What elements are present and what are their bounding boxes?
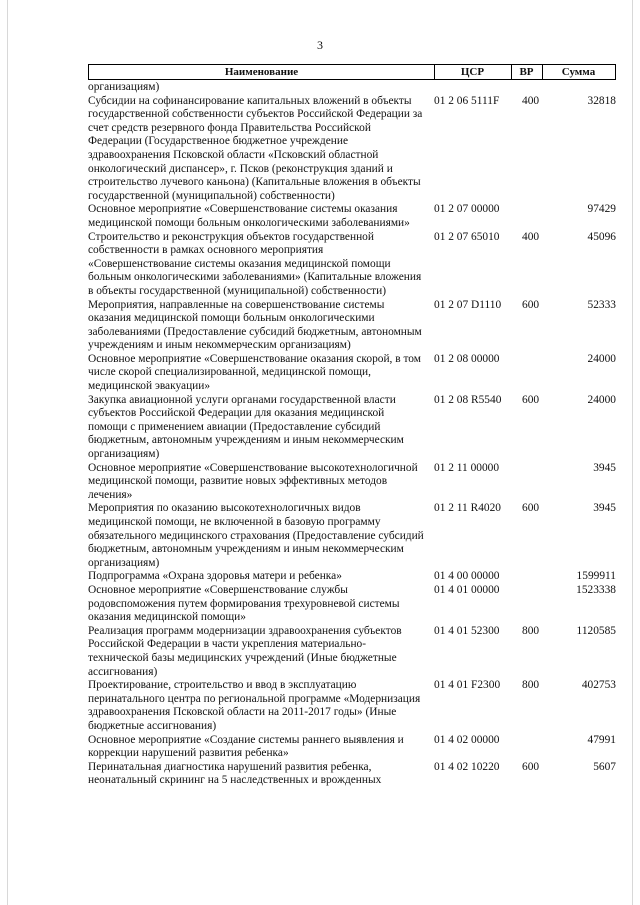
row-sum	[556, 81, 616, 95]
row-csr: 01 4 01 52300	[434, 624, 500, 637]
row-csr: 01 2 11 R4020	[434, 502, 501, 515]
row-name: Подпрограмма «Охрана здоровья матери и ребенка»	[88, 570, 342, 583]
row-vr	[522, 584, 556, 625]
row-sum: 1523338	[576, 583, 616, 596]
page-edge-right	[632, 0, 633, 905]
header-name: Наименование	[89, 65, 435, 79]
row-vr	[522, 353, 556, 394]
table-row	[88, 625, 616, 679]
table-row	[88, 679, 616, 733]
table-row	[88, 95, 616, 204]
row-vr: 600	[522, 298, 540, 311]
row-name: Мероприятия по оказанию высокотехнологичных видов медицинской помощи, не включенной в базовую программу обязательного медицинского страхования (Предоставление субсидий бюджетным, автономным учреждениям и иным некоммерческим организациям)	[88, 502, 424, 569]
row-vr: 400	[522, 230, 540, 243]
table-row	[88, 734, 616, 761]
row-vr	[522, 81, 556, 95]
row-csr: 01 4 01 F2300	[434, 679, 501, 692]
row-vr: 800	[522, 624, 540, 637]
table-row	[88, 462, 616, 503]
row-csr: 01 4 02 00000	[434, 733, 500, 746]
row-sum: 45096	[587, 230, 616, 243]
row-csr	[428, 81, 522, 95]
row-csr: 01 2 07 65010	[434, 230, 500, 243]
row-sum: 3945	[593, 461, 616, 474]
row-csr: 01 2 06 5111F	[434, 94, 500, 107]
header-sum: Сумма	[561, 66, 596, 78]
row-name: Основное мероприятие «Совершенствование службы родовспоможения путем формирования трехуровневой системы оказания медицинской помощи»	[88, 583, 400, 624]
row-sum: 32818	[587, 94, 616, 107]
row-vr: 600	[522, 760, 540, 773]
row-sum: 24000	[587, 393, 616, 406]
table-row	[88, 570, 616, 584]
table-row	[88, 81, 616, 95]
row-vr	[522, 203, 556, 230]
table-row	[88, 231, 616, 299]
row-sum: 52333	[587, 298, 616, 311]
table-row	[88, 353, 616, 394]
row-vr: 400	[522, 94, 540, 107]
table-row	[88, 761, 616, 788]
row-sum: 47991	[587, 733, 616, 746]
page-number: 3	[317, 38, 323, 52]
row-name: Реализация программ модернизации здравоохранения субъектов Российской Федерации в части укрепления материально-технической базы медицинских учреждений (Иные бюджетные ассигнования)	[88, 624, 402, 678]
row-csr: 01 2 11 00000	[434, 461, 500, 474]
row-name: Основное мероприятие «Совершенствование оказания скорой, в том числе скорой специализированной, медицинской помощи, медицинской эвакуации»	[88, 352, 421, 393]
table-row	[88, 299, 616, 353]
row-csr: 01 4 02 10220	[434, 760, 500, 773]
row-sum: 1120585	[576, 624, 616, 637]
row-vr: 600	[522, 502, 540, 515]
row-csr: 01 4 01 00000	[434, 583, 500, 596]
row-name: Основное мероприятие «Совершенствование системы оказания медицинской помощи больным онкологическими заболеваниями»	[88, 203, 410, 229]
table-row	[88, 584, 616, 625]
row-sum: 1599911	[576, 570, 616, 583]
table-header	[88, 64, 616, 80]
header-csr: ЦСР	[434, 65, 512, 79]
row-name: Перинатальная диагностика нарушений развития ребенка, неонатальный скрининг на 5 наследственных и врожденных	[88, 760, 382, 787]
row-csr: 01 2 08 R5540	[434, 393, 502, 406]
table-row	[88, 502, 616, 570]
row-sum: 3945	[593, 502, 616, 515]
row-name: Проектирование, строительство и ввод в эксплуатацию перинатального центра по региональной программе «Модернизация здравоохранения Псковской области на 2011-2017 годы» (Иные бюджетные ассигнования)	[88, 679, 421, 732]
row-sum: 24000	[587, 352, 616, 365]
row-csr: 01 4 00 00000	[434, 570, 500, 583]
row-vr	[522, 734, 556, 761]
row-sum: 402753	[581, 679, 616, 692]
table-row	[88, 394, 616, 462]
row-sum: 5607	[593, 760, 616, 773]
table-row	[88, 203, 616, 230]
row-csr: 01 2 08 00000	[434, 352, 500, 365]
row-name: Субсидии на софинансирование капитальных вложений в объекты государственной собственности субъектов Российской Федерации за счет средств резервного фонда Правительства Российской Федерации (Государственное бюджетное учреждение здравоохранения Псковской области «Псковский областной онкологический диспансер», г. Псков (реконструкция зданий и строительство лучевого каньона) (Капитальные вложения в объекты государственной (муниципальной) собственности)	[88, 94, 423, 202]
row-name: Мероприятия, направленные на совершенствование системы оказания медицинской помощи больным онкологическими заболеваниями (Предоставление субсидий бюджетным, автономным учреждениям и иным некоммерческим организациям)	[88, 298, 422, 352]
row-sum: 97429	[587, 203, 616, 216]
row-vr: 800	[522, 679, 540, 692]
row-name: Основное мероприятие «Совершенствование высокотехнологичной медицинской помощи, развитие новых эффективных методов лечения»	[88, 461, 418, 501]
page-edge-left	[7, 0, 8, 905]
row-name: Строительство и реконструкция объектов государственной собственности в рамках основного мероприятия «Совершенствование системы оказания медицинской помощи больным онкологическими заболеваниями» (Капитальные вложения в объекты государственной (муниципальной) собственности)	[88, 230, 422, 297]
row-name: Основное мероприятие «Создание системы раннего выявления и коррекции нарушений развития ребенка»	[88, 733, 404, 760]
row-csr: 01 2 07 D1110	[434, 298, 502, 311]
row-vr	[522, 570, 556, 584]
row-vr	[522, 462, 556, 503]
row-name: Закупка авиационной услуги органами государственной власти субъектов Российской Федерации для оказания медицинской помощи с применением авиации (Предоставление субсидий бюджетным, автономным учреждениям и иным некоммерческим организациям)	[88, 393, 404, 461]
row-vr: 600	[522, 393, 540, 406]
row-name: организациям)	[88, 81, 160, 93]
header-vr: ВР	[511, 65, 543, 79]
table-body	[88, 81, 616, 788]
row-csr: 01 2 07 00000	[434, 203, 500, 216]
